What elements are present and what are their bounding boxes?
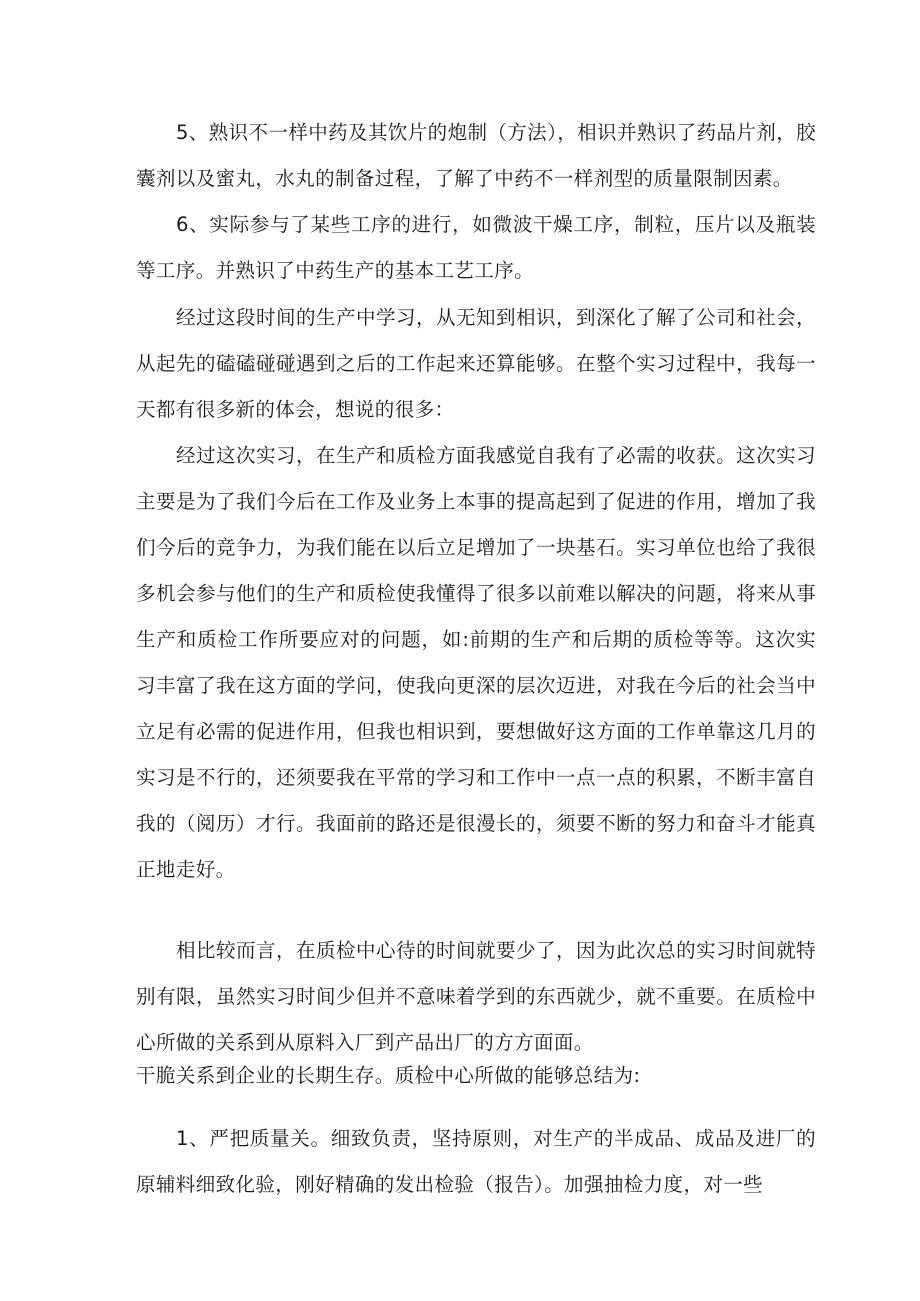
paragraph-quality-summary-intro: 干脆关系到企业的长期生存。质检中心所做的能够总结为: <box>136 1064 641 1087</box>
paragraph-learning-summary: 经过这段时间的生产中学习，从无知到相识，到深化了解了公司和社会，从起先的磕磕碰碰遇到之后的工作起来还算能够。在整个实习过程中，我每一天都有很多新的体会，想说的很多： <box>136 306 816 421</box>
paragraph-item-5: 5、熟识不一样中药及其饮片的炮制（方法），相识并熟识了药品片剂，胶囊剂以及蜜丸，水丸的制备过程，了解了中药不一样剂型的质量限制因素。 <box>136 121 816 190</box>
paragraph-quality-center: 相比较而言，在质检中心待的时间就要少了，因为此次总的实习时间就特别有限，虽然实习时间少但并不意味着学到的东西就少，就不重要。在质检中心所做的关系到从原料入厂到产品出厂的方方面面。 <box>136 939 816 1054</box>
paragraph-item-6: 6、实际参与了某些工序的进行，如微波干燥工序，制粒，压片以及瓶装等工序。并熟识了中药生产的基本工艺工序。 <box>136 213 816 282</box>
paragraph-internship-gains: 经过这次实习，在生产和质检方面我感觉自我有了必需的收获。这次实习主要是为了我们今后在工作及业务上本事的提高起到了促进的作用，增加了我们今后的竞争力，为我们能在以后立足增加了一块基石。实习单位也给了我很多机会参与他们的生产和质检使我懂得了很多以前难以解决的问题，将来从事生产和质检工作所要应对的问题，如:前期的生产和后期的质检等等。这次实习丰富了我在这方面的学问，使我向更深的层次迈进，对我在今后的社会当中立足有必需的促进作用，但我也相识到，要想做好这方面的工作单靠这几月的实习是不行的，还须要我在平常的学习和工作中一点一点的积累，不断丰富自我的（阅历）才行。我面前的路还是很漫长的，须要不断的努力和奋斗才能真正地走好。 <box>136 444 816 881</box>
paragraph-quality-item-1: 1、严把质量关。细致负责，坚持原则，对生产的半成品、成品及进厂的原辅料细致化验，刚好精确的发出检验（报告）。加强抽检力度，对一些 <box>136 1127 816 1196</box>
